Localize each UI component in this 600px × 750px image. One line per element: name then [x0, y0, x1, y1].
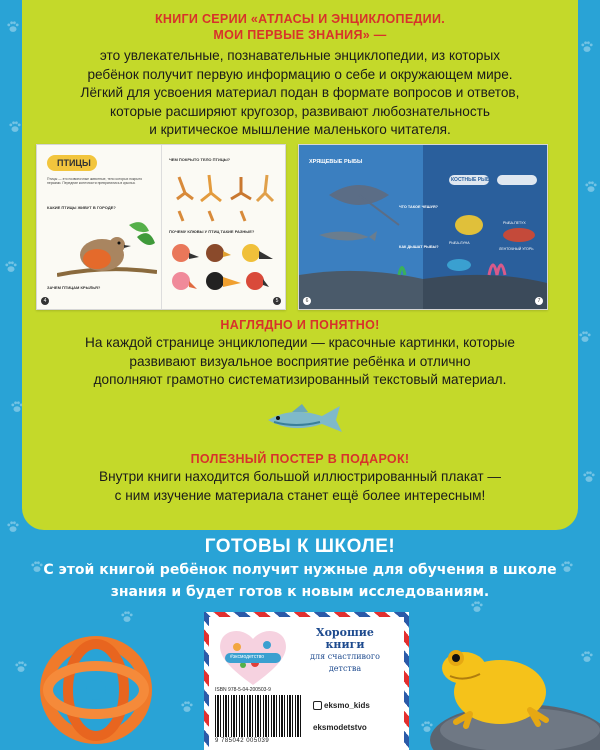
school-text-line2: знания и будет готов к новым исследованиям. — [110, 584, 490, 600]
visual-text — [22, 334, 578, 390]
page-number: 4 — [41, 297, 49, 305]
visual-line: дополняют грамотно систематизированный текстовый материал. — [93, 372, 507, 387]
page-number: 6 — [303, 297, 311, 305]
isbn-text: ISBN 978-5-04-200503-9 — [215, 687, 271, 693]
paw-print-icon — [578, 330, 592, 344]
bird-feet-illustrations — [169, 167, 279, 227]
orange-ball-toy-illustration — [36, 630, 156, 745]
visual-heading: НАГЛЯДНО И ПОНЯТНО! — [220, 318, 380, 332]
question-body-cover: ЧЕМ ПОКРЫТО ТЕЛО ПТИЦЫ? — [169, 157, 231, 162]
paw-print-icon — [6, 520, 20, 534]
heart-hashtag: #эксмодетство — [229, 654, 265, 660]
paw-print-icon — [180, 700, 194, 714]
visual-line: развивают визуальное восприятие ребёнка и отлично — [129, 353, 471, 369]
school-text-line1: С этой книгой ребёнок получит нужные для обучения в школе — [43, 562, 557, 578]
spread-title-birds: ПТИЦЫ — [57, 158, 91, 168]
robin-illustration — [57, 217, 157, 287]
visual-line: На каждой странице энциклопедии — красочные картинки, которые — [85, 335, 515, 350]
slogan-line: книги — [325, 638, 365, 651]
info-panel — [22, 0, 578, 530]
barcode-digits: 9 785042 005039 — [215, 738, 270, 744]
fish-illustration — [262, 400, 352, 440]
slogan — [297, 627, 393, 675]
instagram-icon — [313, 701, 322, 710]
question-beaks: ПОЧЕМУ КЛЮВЫ У ПТИЦ ТАКИЕ РАЗНЫЕ? — [169, 229, 255, 234]
series-heading-line1: КНИГИ СЕРИИ «АТЛАСЫ И ЭНЦИКЛОПЕДИИ. — [154, 12, 446, 26]
slogan-line: для счастливого — [310, 652, 380, 661]
barcode — [215, 695, 303, 737]
question-breathing: КАК ДЫШАТ РЫБЫ? — [399, 245, 439, 249]
paw-print-icon — [4, 260, 18, 274]
question-wings: ЗАЧЕМ ПТИЦАМ КРЫЛЬЯ? — [47, 285, 101, 290]
paw-print-icon — [120, 610, 134, 624]
slogan-line: Хорошие — [316, 626, 374, 639]
intro-line: которые расширяют кругозор, развивают любознательность — [110, 103, 490, 119]
paw-print-icon — [580, 40, 594, 54]
yellow-frog-illustration — [410, 630, 600, 750]
paw-print-icon — [14, 660, 28, 674]
fish-label: РЫБА-ПЕТУХ — [503, 221, 526, 225]
sample-spread-fish — [298, 144, 548, 310]
poster-heading: ПОЛЕЗНЫЙ ПОСТЕР В ПОДАРОК! — [190, 452, 410, 466]
page-number: 7 — [535, 297, 543, 305]
page-number: 5 — [273, 297, 281, 305]
spread-text: Птицы — это позвоночные животные, тело которых покрыто перьями. Передние конечности превратились в крылья. — [47, 177, 143, 186]
poster-text — [22, 468, 578, 505]
paw-print-icon — [584, 180, 598, 194]
school-heading: ГОТОВЫ К ШКОЛЕ! — [204, 536, 396, 557]
bird-heads-illustrations — [169, 239, 279, 299]
fish-label: ЛЕНТОЧНЫЙ УГОРЬ — [499, 247, 534, 251]
question-city-birds: КАКИЕ ПТИЦЫ ЖИВУТ В ГОРОДЕ? — [47, 205, 116, 210]
website-handle: eksmodetstvo — [313, 723, 367, 732]
intro-line: ребёнок получит первую информацию о себе и окружающем мире. — [87, 66, 513, 82]
paw-print-icon — [6, 20, 20, 34]
paw-print-icon — [8, 120, 22, 134]
underwater-illustration — [299, 145, 547, 309]
intro-line: и критическое мышление маленького читателя. — [149, 122, 451, 137]
poster-line: Внутри книги находится большой иллюстрированный плакат — — [99, 469, 501, 484]
intro-text — [22, 47, 578, 140]
spread-title-bony: КОСТНЫЕ РЫБЫ — [451, 177, 495, 183]
spread-title-cartilaginous: ХРЯЩЕВЫЕ РЫБЫ — [309, 159, 363, 165]
intro-line: это увлекательные, познавательные энциклопедии, из которых — [99, 48, 501, 63]
sample-spread-birds — [36, 144, 286, 310]
fish-label: РЫБА-ЛУНА — [449, 241, 470, 245]
poster-line: с ним изучение материала станет ещё более интересным! — [114, 487, 486, 503]
publisher-logo-card — [204, 612, 409, 750]
paw-print-icon — [470, 600, 484, 614]
social-handle: eksmo_kids — [313, 701, 370, 710]
question-scales: ЧТО ТАКОЕ ЧЕШУЯ? — [399, 205, 438, 209]
intro-line: Лёгкий для усвоения материал подан в формате вопросов и ответов, — [80, 85, 520, 100]
series-heading-line2: МОИ ПЕРВЫЕ ЗНАНИЯ» — — [213, 28, 387, 42]
slogan-line: детства — [328, 664, 362, 673]
paw-print-icon — [582, 470, 596, 484]
